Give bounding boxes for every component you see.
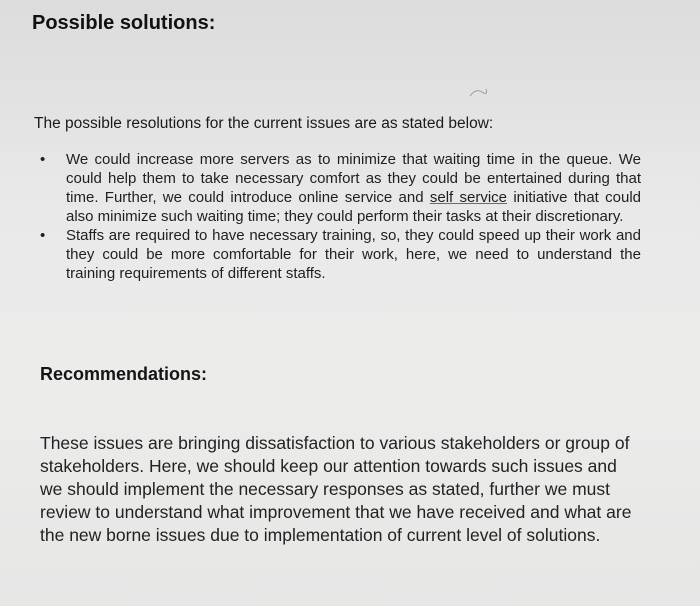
recommendations-heading: Recommendations: (40, 364, 208, 384)
self-service-link[interactable]: self service (429, 189, 508, 206)
list-item (36, 226, 641, 283)
recommendations-paragraph: These issues are bringing dissatisfaction to various stakeholders or group of stakeholders. Here, we should keep our attention towards such issues and we should implement the necessary responses as stated, further we must review to understand what improvement that we have received and what are the new borne issues due to implementation of current level of solutions. (40, 433, 632, 545)
bullet-icon: • (40, 227, 46, 244)
bullet-text: We could increase more servers as to minimize that waiting time in the queue. We could help them to take necessary comfort as they could be entertained during that time. Further, we could introduce online service and self service initiative that could also minimize such waiting time; they could perform their tasks at their discretionary. (66, 151, 641, 225)
solutions-intro: The possible resolutions for the current issues are as stated below: (34, 115, 494, 132)
bullet-text: Staffs are required to have necessary training, so, they could speed up their work and they could be more comfortable for their work, here, we need to understand the training requirements of different staffs. (66, 227, 641, 282)
solutions-list (36, 150, 641, 283)
pen-mark (468, 86, 488, 100)
bullet-icon: • (40, 151, 46, 168)
list-item (36, 150, 641, 226)
solutions-heading: Possible solutions: (32, 12, 216, 34)
